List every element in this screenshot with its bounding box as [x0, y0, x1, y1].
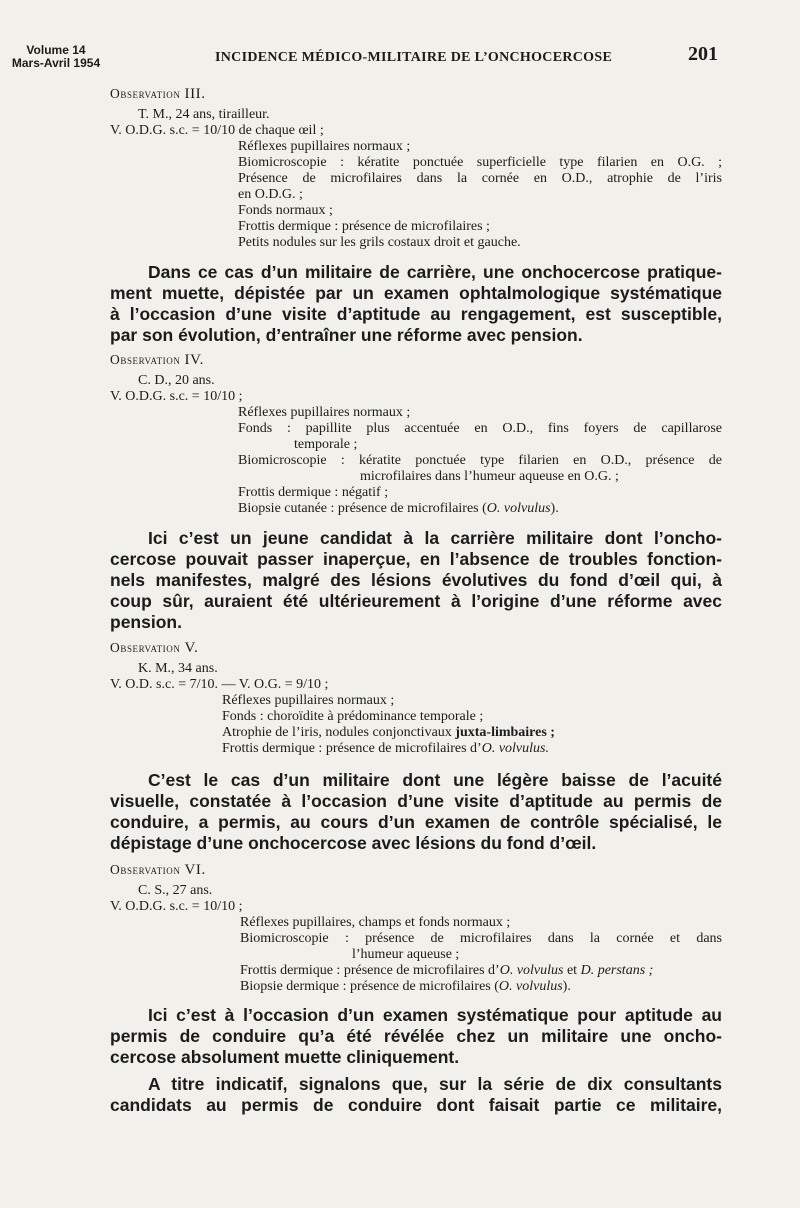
- obs3-finding-3a: Présence de microfilaires dans la cornée en O.D., atrophie de l’iris: [238, 171, 722, 186]
- obs3-finding-4: Fonds normaux ;: [238, 203, 333, 218]
- obs5-finding-1: Réflexes pupillaires normaux ;: [222, 693, 395, 708]
- text-line: nels manifestes, malgré des lésions évolutives du fond d’œil qui, à: [110, 570, 722, 590]
- obs3-vision: V. O.D.G. s.c. = 10/10 de chaque œil ;: [110, 123, 324, 138]
- text-line: pension.: [110, 612, 182, 632]
- page-number: 201: [688, 43, 718, 65]
- text-line: Ici c’est à l’occasion d’un examen systématique pour aptitude au: [148, 1005, 722, 1025]
- text-line: C’est le cas d’un militaire dont une légère baisse de l’acuité: [148, 770, 722, 790]
- obs4-finding-1: Réflexes pupillaires normaux ;: [238, 405, 411, 420]
- body-paragraph-2: [110, 528, 722, 633]
- running-head-volume: [6, 44, 106, 70]
- text-line: permis de conduire qu’a été révélée chez un militaire une oncho-: [110, 1026, 722, 1046]
- text-line: Dans ce cas d’un militaire de carrière, une onchocercose pratique-: [148, 262, 722, 282]
- obs5-patient: K. M., 34 ans.: [138, 661, 218, 676]
- obs6-finding-1: Réflexes pupillaires, champs et fonds normaux ;: [240, 915, 511, 930]
- observation-label: Observation: [110, 86, 181, 101]
- obs3-finding-6: Petits nodules sur les grils costaux droit et gauche.: [238, 235, 521, 250]
- obs4-finding-2b: temporale ;: [294, 437, 358, 452]
- volume-label: Volume 14: [26, 43, 86, 57]
- obs4-finding-5: Biopsie cutanée : présence de microfilaires (O. volvulus).: [238, 501, 559, 516]
- obs3-finding-5: Frottis dermique : présence de microfilaires ;: [238, 219, 490, 234]
- text-line: conduire, a permis, au cours d’un examen de contrôle spécialisé, le: [110, 812, 722, 832]
- obs4-finding-2a: Fonds : papillite plus accentuée en O.D., fins foyers de capillarose: [238, 421, 722, 436]
- observation-5-heading: [110, 640, 198, 657]
- obs6-finding-4: Biopsie dermique : présence de microfilaires (O. volvulus).: [240, 979, 571, 994]
- obs6-finding-3: Frottis dermique : présence de microfilaires d’O. volvulus et D. perstans ;: [240, 963, 654, 978]
- obs6-patient: C. S., 27 ans.: [138, 883, 213, 898]
- observation-number: V.: [184, 640, 199, 656]
- observation-4-heading: [110, 352, 204, 369]
- text-line: Ici c’est un jeune candidat à la carrière militaire dont l’oncho-: [148, 528, 722, 548]
- observation-number: III.: [184, 86, 206, 102]
- obs4-vision: V. O.D.G. s.c. = 10/10 ;: [110, 389, 243, 404]
- text-line: cercose pouvait passer inaperçue, en l’absence de troubles fonction-: [110, 549, 722, 569]
- text-line: cercose absolument muette cliniquement.: [110, 1047, 460, 1067]
- obs3-finding-2: Biomicroscopie : kératite ponctuée superficielle type filarien en O.G. ;: [238, 155, 722, 170]
- text-line: ment muette, dépistée par un examen ophtalmologique systématique: [110, 283, 722, 303]
- obs6-vision: V. O.D.G. s.c. = 10/10 ;: [110, 899, 243, 914]
- obs5-finding-4: Frottis dermique : présence de microfilaires d’O. volvulus.: [222, 741, 549, 756]
- body-paragraph-3: [110, 770, 722, 854]
- obs4-finding-3a: Biomicroscopie : kératite ponctuée type filarien en O.D., présence de: [238, 453, 722, 468]
- body-paragraph-5: [110, 1074, 722, 1116]
- obs3-patient: T. M., 24 ans, tirailleur.: [138, 107, 270, 122]
- text-line: dépistage d’une onchocercose avec lésions du fond d’œil.: [110, 833, 597, 853]
- text-line: A titre indicatif, signalons que, sur la série de dix consultants: [148, 1074, 722, 1094]
- observation-number: VI.: [184, 862, 206, 878]
- body-paragraph-4: [110, 1005, 722, 1068]
- observation-3-heading: [110, 86, 206, 103]
- text-line: visuelle, constatée à l’occasion d’une visite d’aptitude au permis de: [110, 791, 722, 811]
- observation-label: Observation: [110, 352, 181, 367]
- observation-6-heading: [110, 862, 206, 879]
- obs6-finding-2b: l’humeur aqueuse ;: [352, 947, 460, 962]
- text-line: à l’occasion d’une visite d’aptitude au rengagement, est susceptible,: [110, 304, 722, 324]
- obs5-vision: V. O.D. s.c. = 7/10. — V. O.G. = 9/10 ;: [110, 677, 329, 692]
- running-head-title: INCIDENCE MÉDICO-MILITAIRE DE L’ONCHOCERCOSE: [215, 50, 613, 65]
- observation-number: IV.: [184, 352, 204, 368]
- issue-label: Mars-Avril 1954: [11, 56, 101, 70]
- obs4-finding-3b: microfilaires dans l’humeur aqueuse en O.G. ;: [360, 469, 619, 484]
- body-paragraph-1: [110, 262, 722, 346]
- obs4-patient: C. D., 20 ans.: [138, 373, 215, 388]
- obs5-finding-3: Atrophie de l’iris, nodules conjonctivaux juxta-limbaires ;: [222, 725, 555, 740]
- obs6-finding-2a: Biomicroscopie : présence de microfilaires dans la cornée et dans: [240, 931, 722, 946]
- obs3-finding-1: Réflexes pupillaires normaux ;: [238, 139, 411, 154]
- text-line: par son évolution, d’entraîner une réforme avec pension.: [110, 325, 583, 345]
- obs4-finding-4: Frottis dermique : négatif ;: [238, 485, 389, 500]
- obs3-finding-3b: en O.D.G. ;: [238, 187, 303, 202]
- obs5-finding-2: Fonds : choroïdite à prédominance temporale ;: [222, 709, 484, 724]
- observation-label: Observation: [110, 640, 181, 655]
- text-line: candidats au permis de conduire dont faisait partie ce militaire,: [110, 1095, 722, 1115]
- text-line: coup sûr, auraient été ultérieurement à l’origine d’une réforme avec: [110, 591, 722, 611]
- observation-label: Observation: [110, 862, 181, 877]
